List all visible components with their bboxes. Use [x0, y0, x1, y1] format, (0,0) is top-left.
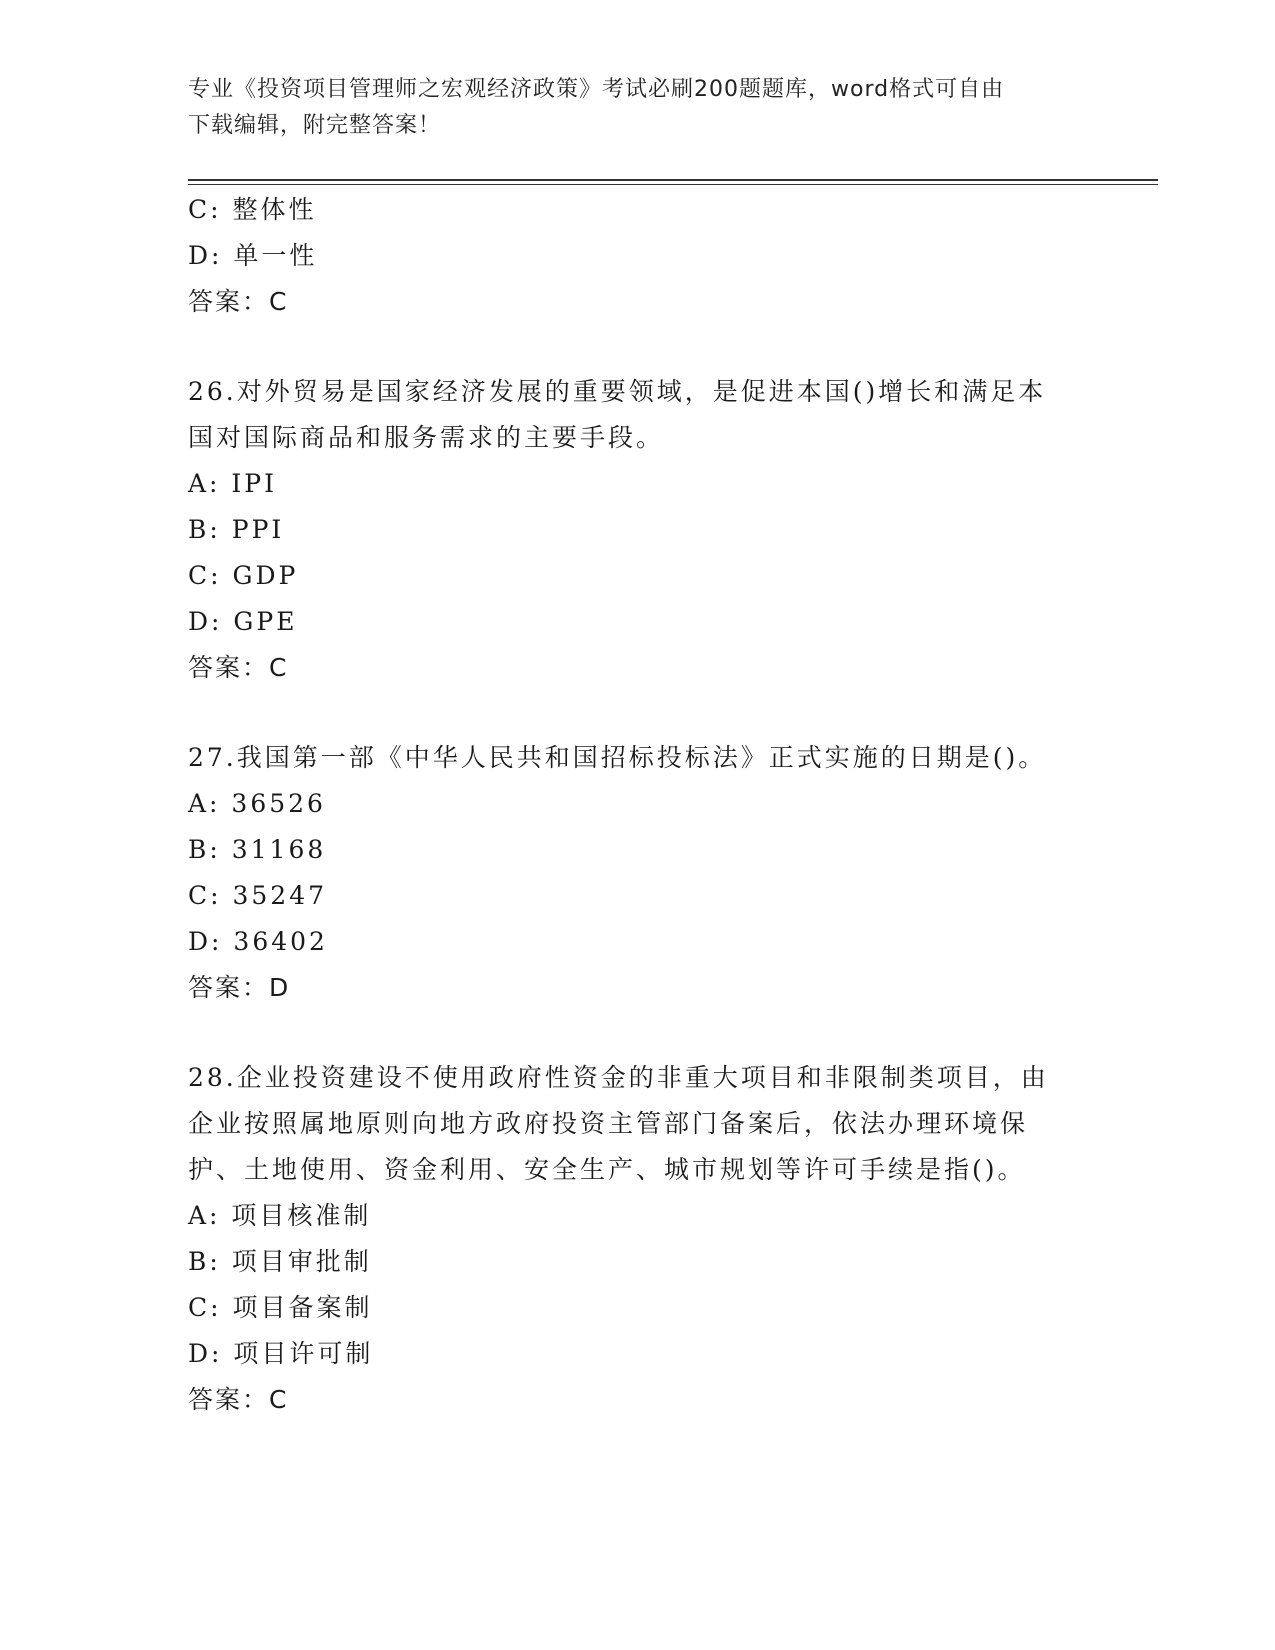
option-b: B: 31168 — [188, 835, 327, 864]
option-c: C: 整体性 — [188, 195, 317, 224]
question-text — [188, 735, 1088, 781]
option-b: B: PPI — [188, 515, 285, 544]
answer-line: 答案：C — [188, 287, 289, 316]
option-d: D: 单一性 — [188, 241, 318, 270]
option-a: A: 36526 — [188, 789, 326, 818]
spacer — [188, 691, 1088, 735]
question-text-line: 26.对外贸易是国家经济发展的重要领域，是促进本国()增长和满足本 — [188, 377, 1047, 406]
question-text-line: 企业按照属地原则向地方政府投资主管部门备案后，依法办理环境保 — [188, 1109, 1029, 1138]
question-text-line: 护、土地使用、资金利用、安全生产、城市规划等许可手续是指()。 — [188, 1155, 1026, 1184]
header-divider — [188, 179, 1158, 181]
option-d: D: GPE — [188, 607, 298, 636]
answer-line: 答案：C — [188, 653, 289, 682]
document-body — [188, 187, 1088, 1423]
question-26 — [188, 369, 1088, 691]
question-text — [188, 369, 1088, 461]
spacer — [188, 325, 1088, 369]
question-text-line: 27.我国第一部《中华人民共和国招标投标法》正式实施的日期是()。 — [188, 743, 1047, 772]
option-b: B: 项目审批制 — [188, 1247, 372, 1276]
option-a: A: 项目核准制 — [188, 1201, 372, 1230]
option-c: C: 35247 — [188, 881, 328, 910]
page-header — [188, 72, 1088, 144]
question-text — [188, 1055, 1088, 1193]
option-c: C: GDP — [188, 561, 299, 590]
option-a: A: IPI — [188, 469, 277, 498]
option-d: D: 项目许可制 — [188, 1339, 374, 1368]
question-25-continued — [188, 187, 1088, 325]
option-c: C: 项目备案制 — [188, 1293, 373, 1322]
spacer — [188, 1011, 1088, 1055]
header-line-1: 专业《投资项目管理师之宏观经济政策》考试必刷200题题库，word格式可自由 — [188, 77, 1005, 102]
header-line-2: 下载编辑，附完整答案！ — [188, 113, 442, 138]
question-28 — [188, 1055, 1088, 1423]
answer-line: 答案：D — [188, 973, 291, 1002]
question-27 — [188, 735, 1088, 1011]
question-text-line: 28.企业投资建设不使用政府性资金的非重大项目和非限制类项目，由 — [188, 1063, 1049, 1092]
answer-line: 答案：C — [188, 1385, 289, 1414]
header-divider-thin — [188, 184, 1158, 185]
option-d: D: 36402 — [188, 927, 328, 956]
question-text-line: 国对国际商品和服务需求的主要手段。 — [188, 423, 665, 452]
